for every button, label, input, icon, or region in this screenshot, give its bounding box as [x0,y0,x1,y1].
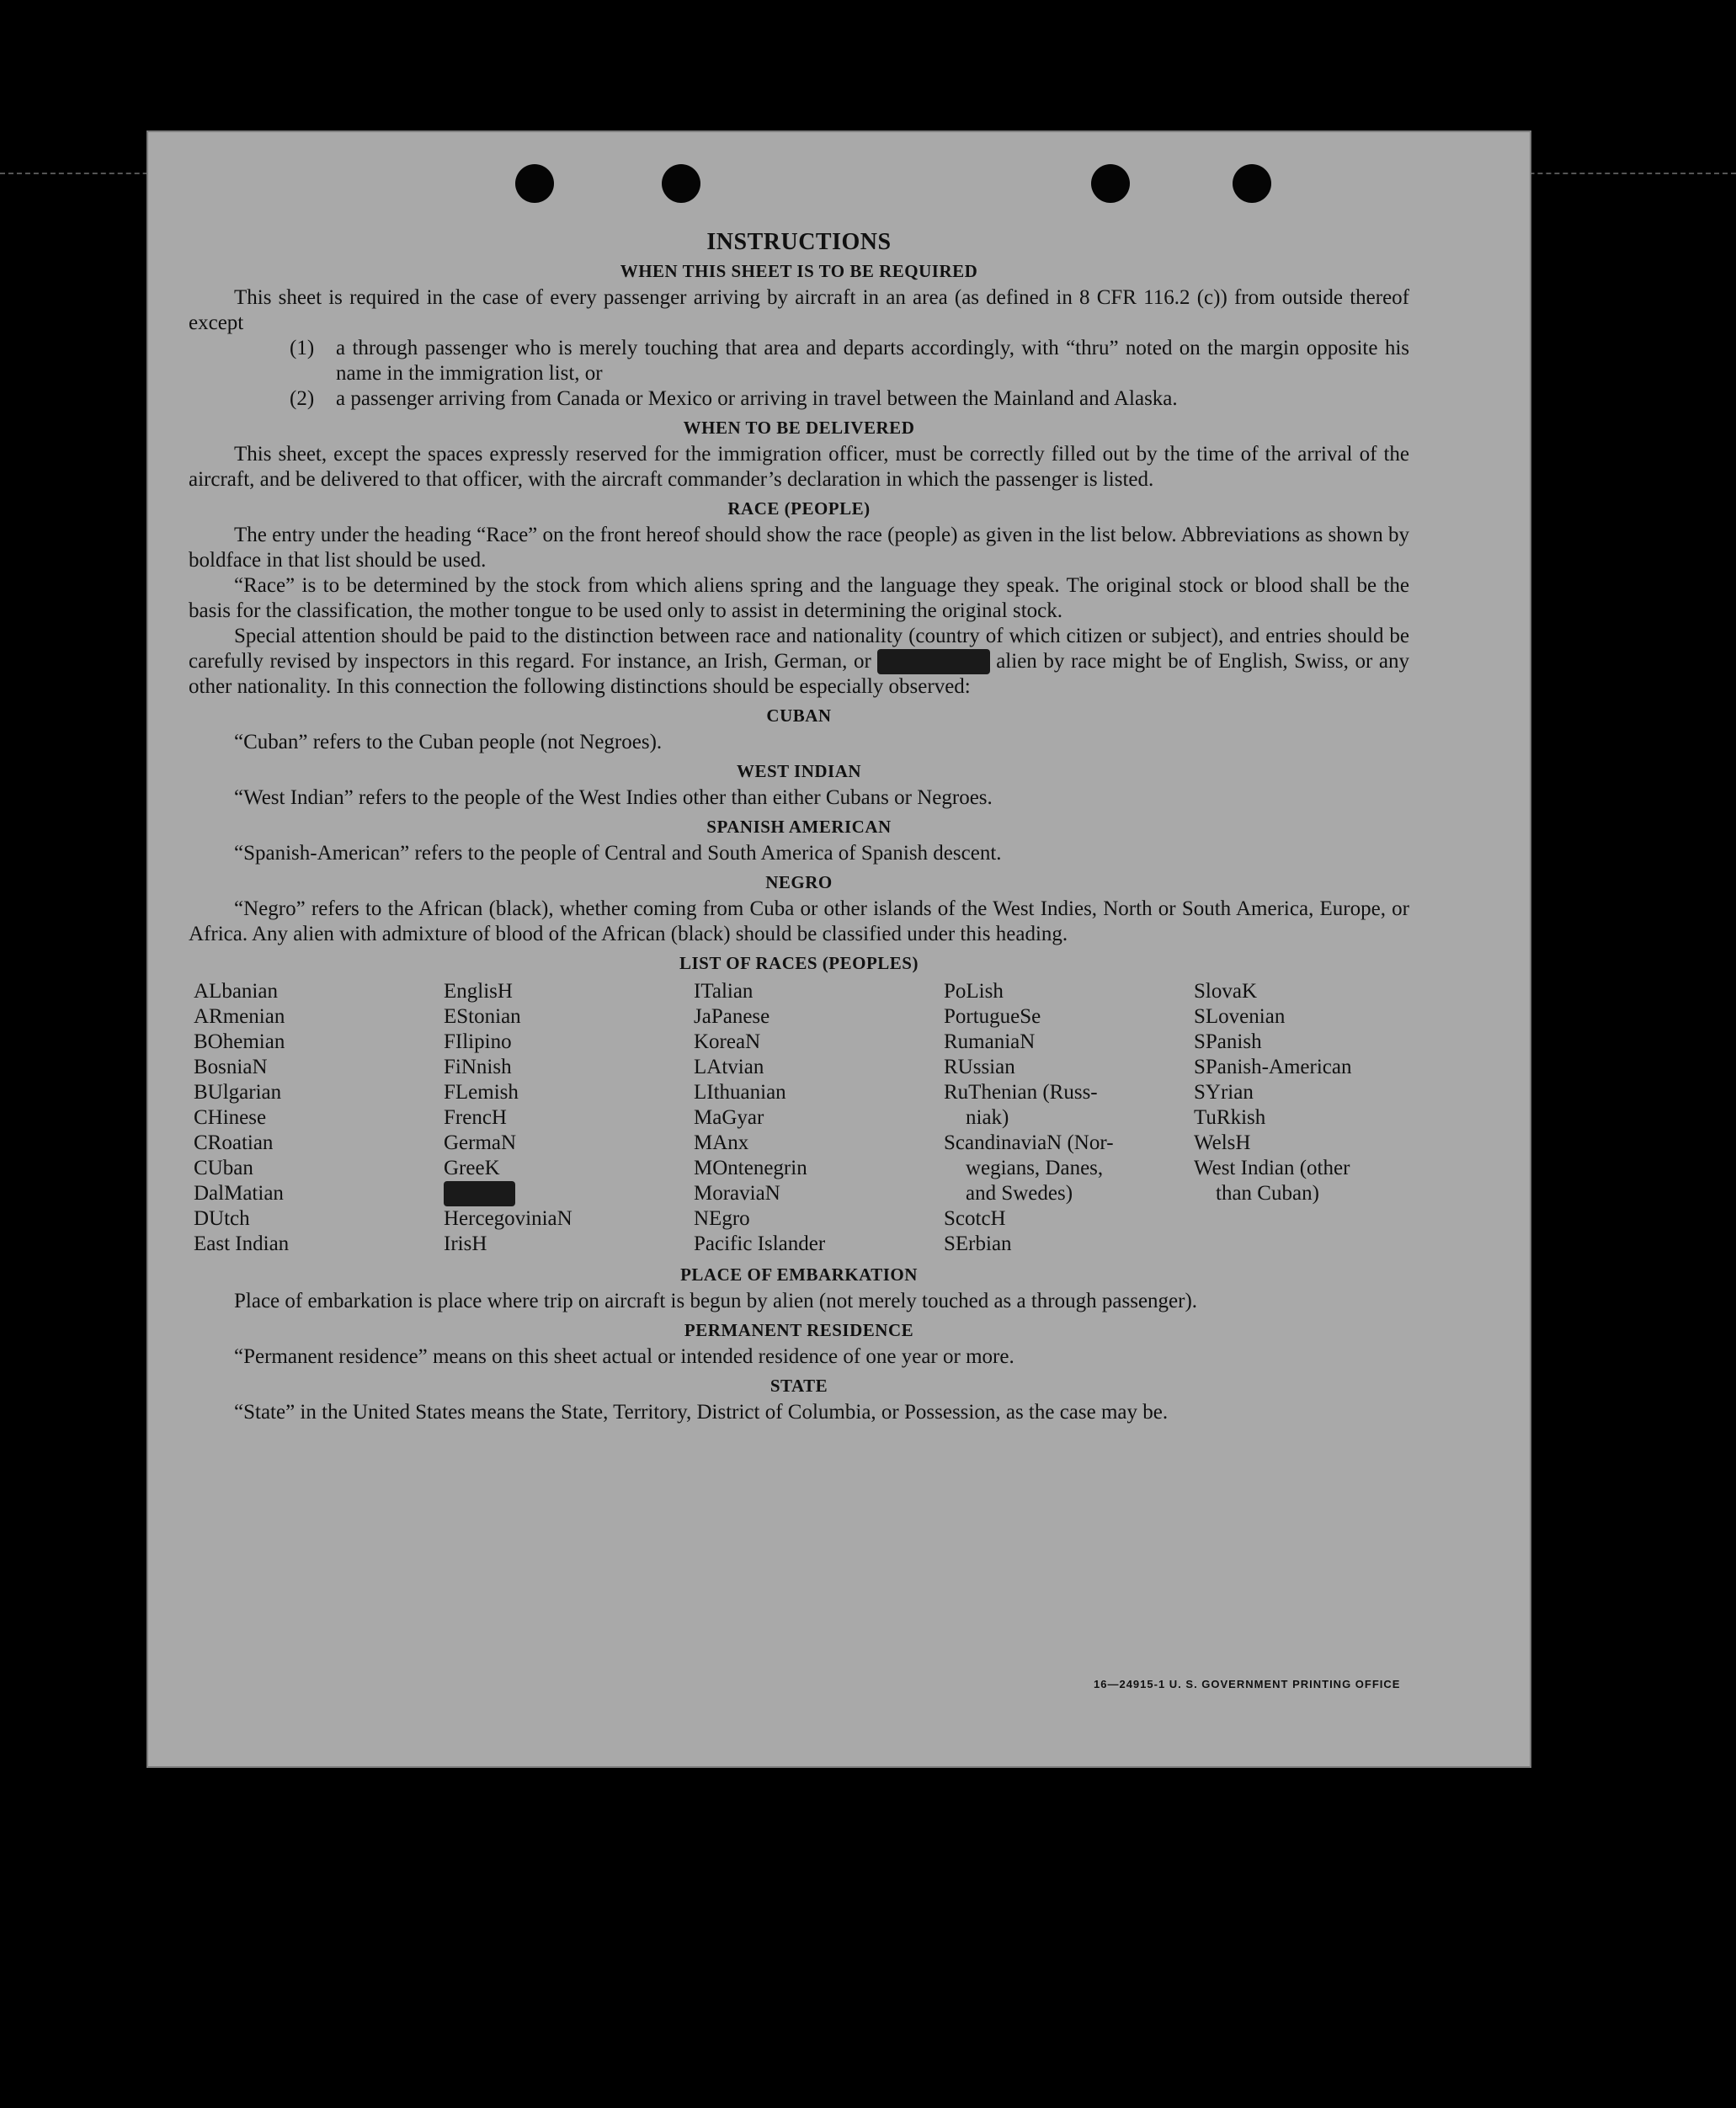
punch-hole [1091,164,1130,203]
section-paragraph: “West Indian” refers to the people of the West Indies other than either Cubans or Negroes. [234,786,993,809]
race-column [694,979,944,1257]
section-paragraph: “Negro” refers to the African (black), whether coming from Cuba or other islands of the West Indies, North or South America, Europe, or Africa. Any alien with admixture of blood of the African (black) should be classified under this heading. [189,897,1409,945]
list-item-number: (2) [290,387,315,410]
race-item: SlovaK [1194,980,1257,1003]
race-item: RumaniaN [944,1030,1036,1053]
section-heading: WEST INDIAN [736,761,862,781]
race-item: RUssian [944,1056,1015,1078]
section-heading: LIST OF RACES (PEOPLES) [679,953,919,973]
section-paragraph: This sheet is required in the case of every passenger arriving by aircraft in an area (as defined in 8 CFR 116.2 (c)) from outside thereof except [189,286,1409,334]
race-item: ITalian [694,980,754,1003]
list-item [290,336,1409,386]
list-item-text: a through passenger who is merely touching that area and departs accordingly, with “thru” noted on the margin opposite his name in the immigration list, or [336,337,1409,385]
page-title: INSTRUCTIONS [706,229,892,255]
list-item-text: a passenger arriving from Canada or Mexico or arriving in travel between the Mainland and Alaska. [336,387,1178,410]
race-item: East Indian [194,1232,290,1255]
section-heading: PLACE OF EMBARKATION [680,1264,918,1285]
race-item: SPanish [1194,1030,1262,1053]
race-item: BUlgarian [194,1081,282,1104]
race-item: GermaN [444,1131,517,1154]
race-item: SLovenian [1194,1005,1286,1028]
section-heading: WHEN THIS SHEET IS TO BE REQUIRED [620,261,978,281]
race-item: MAnx [694,1131,749,1154]
race-column [444,979,694,1257]
section-heading: NEGRO [765,872,833,892]
race-item: West Indian (other [1194,1157,1350,1179]
section-paragraph: “Cuban” refers to the Cuban people (not Negroes). [234,731,663,753]
section-heading: CUBAN [766,705,832,726]
race-item: HercegoviniaN [444,1207,572,1230]
race-item: DalMatian [194,1182,284,1205]
race-list [194,979,1409,1257]
race-item: SYrian [1194,1081,1254,1104]
race-item: BosniaN [194,1056,268,1078]
race-item: LIthuanian [694,1081,786,1104]
race-item: IrisH [444,1232,487,1255]
race-item: BOhemian [194,1030,285,1053]
redacted-word [877,649,989,674]
race-item: Pacific Islander [694,1232,826,1255]
race-item: CRoatian [194,1131,274,1154]
race-item: FiNnish [444,1056,512,1078]
race-item-continued: than Cuban) [1216,1182,1319,1205]
punch-hole [1233,164,1271,203]
race-item: ARmenian [194,1005,285,1028]
paragraph-text: Special attention should be paid to the distinction between race and nationality (country of which citizen or subject), and entries should be carefully revised by inspectors in this regard. For instance, an Irish, German, or [189,625,1409,673]
race-item: PoLish [944,980,1004,1003]
race-item: GreeK [444,1157,500,1179]
race-item: TuRkish [1194,1106,1266,1129]
race-item: WelsH [1194,1131,1251,1154]
punch-hole [515,164,554,203]
section-paragraph: This sheet, except the spaces expressly reserved for the immigration officer, must be correctly filled out by the time of the arrival of the aircraft, and be delivered to that officer, with the aircraft commander’s declaration in which the passenger is listed. [189,443,1409,491]
race-item: CUban [194,1157,253,1179]
race-item: PortugueSe [944,1005,1041,1028]
race-item: MaGyar [694,1106,764,1129]
paragraph-text: alien by race might be of English, Swiss, or any other nationality. In this connection the following distinctions should be especially observed: [189,650,1410,698]
race-item: MoraviaN [694,1182,780,1205]
redacted-word [444,1181,515,1206]
race-item: FLemish [444,1081,519,1104]
race-item: DUtch [194,1207,250,1230]
race-item: LAtvian [694,1056,764,1078]
section-heading: STATE [769,1376,828,1396]
section-paragraph: “State” in the United States means the State, Territory, District of Columbia, or Possession, as the case may be. [234,1401,1169,1424]
race-item-redacted [444,1181,694,1206]
section-paragraph: “Spanish-American” refers to the people of Central and South America of Spanish descent. [234,842,1002,865]
section-heading: SPANISH AMERICAN [706,817,892,837]
race-item: EStonian [444,1005,521,1028]
section-heading: RACE (PEOPLE) [727,498,871,519]
race-item: ScandinaviaN (Nor- [944,1131,1114,1154]
punch-hole [662,164,700,203]
document-sheet [146,130,1531,1768]
section-paragraph: The entry under the heading “Race” on the front hereof should show the race (people) as given in the list below. Abbreviations as shown by boldface in that list should be used. [189,524,1409,572]
race-item: JaPanese [694,1005,770,1028]
race-item: SPanish-American [1194,1056,1352,1078]
list-item-number: (1) [290,337,315,359]
race-item: SErbian [944,1232,1012,1255]
section-heading: PERMANENT RESIDENCE [684,1320,914,1340]
print-office-code: 16—24915-1 U. S. GOVERNMENT PRINTING OFFICE [1094,1678,1401,1690]
race-item-continued: wegians, Danes, [966,1157,1104,1179]
race-item: FrencH [444,1106,507,1129]
section-paragraph: Place of embarkation is place where trip on aircraft is begun by alien (not merely touched as a through passenger). [234,1290,1198,1312]
race-item: NEgro [694,1207,750,1230]
section-paragraph: “Permanent residence” means on this sheet actual or intended residence of one year or more. [234,1345,1014,1368]
list-item [290,386,1409,412]
instructions-body [189,230,1409,1425]
race-item-continued: and Swedes) [966,1182,1073,1205]
race-item: KoreaN [694,1030,761,1053]
section-paragraph: “Race” is to be determined by the stock from which aliens spring and the language they speak. The original stock or blood shall be the basis for the classification, the mother tongue to be used only to assist in determining the original stock. [189,574,1409,622]
race-column [1194,979,1444,1257]
section-paragraph [189,624,1409,700]
section-heading: WHEN TO BE DELIVERED [683,418,915,438]
race-column [944,979,1194,1257]
punch-holes [146,164,1531,215]
race-item: CHinese [194,1106,267,1129]
race-item: ScotcH [944,1207,1006,1230]
race-item: MOntenegrin [694,1157,807,1179]
race-item-continued: niak) [966,1106,1009,1129]
race-item: FIlipino [444,1030,512,1053]
race-column [194,979,444,1257]
race-item: EnglisH [444,980,513,1003]
race-item: RuThenian (Russ- [944,1081,1098,1104]
race-item: ALbanian [194,980,278,1003]
